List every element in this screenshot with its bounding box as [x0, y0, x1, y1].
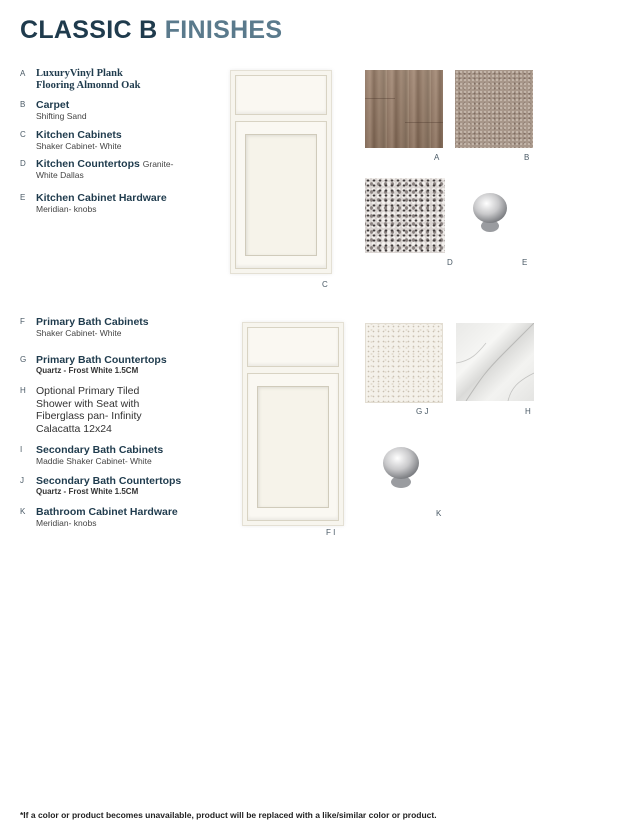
finish-item-k: [20, 506, 210, 528]
item-line: Fiberglass pan- Infinity: [36, 410, 142, 422]
finish-item-g: [20, 354, 210, 376]
item-desc: Quartz - Frost White 1.5CM: [36, 487, 139, 496]
item-name-inline: Granite-: [142, 159, 174, 169]
item-line: Shower with Seat with: [36, 397, 140, 410]
image-label-d: D: [447, 258, 453, 267]
item-line: Optional Primary Tiled: [36, 385, 140, 397]
image-label-a: A: [434, 153, 440, 162]
item-desc: Quartz - Frost White 1.5CM: [36, 366, 139, 375]
image-label-fi: F I: [326, 528, 336, 537]
cabinet-panel: [245, 134, 317, 256]
finish-item-d: [20, 158, 210, 180]
item-letter: E: [20, 193, 26, 202]
item-letter: J: [20, 476, 24, 485]
item-desc: White Dallas: [36, 170, 84, 180]
finish-item-f: [20, 316, 210, 338]
item-desc: Maddie Shaker Cabinet- White: [36, 456, 152, 466]
cabinet-panel: [257, 386, 329, 508]
item-letter: H: [20, 386, 26, 395]
item-name: Secondary Bath Cabinets: [36, 444, 164, 456]
item-name: Secondary Bath Countertops: [36, 475, 182, 487]
image-label-k: K: [436, 509, 442, 518]
finish-item-a: [20, 68, 210, 92]
item-name-line-1: LuxuryVinyl Plank: [36, 68, 123, 79]
finish-item-b: [20, 99, 210, 121]
footer-note: *If a color or product becomes unavailable, product will be replaced with a like/similar color or product.: [20, 810, 437, 820]
finish-item-h: [20, 385, 210, 435]
item-name-line-2: Flooring Almonnd Oak: [36, 80, 141, 91]
item-desc: Shaker Cabinet- White: [36, 141, 122, 151]
item-name: Kitchen Cabinets: [36, 129, 122, 141]
quartz-swatch: [365, 323, 443, 403]
item-letter: A: [20, 69, 26, 78]
cabinet-drawer: [247, 327, 339, 367]
granite-swatch: [365, 178, 445, 253]
vinyl-plank-swatch: [365, 70, 443, 148]
item-desc: Meridian- knobs: [36, 518, 97, 528]
item-letter: F: [20, 317, 25, 326]
finish-item-i: [20, 444, 210, 466]
image-label-c: C: [322, 280, 328, 289]
item-name: Kitchen Cabinet Hardware: [36, 192, 167, 204]
image-label-gj: G J: [416, 407, 429, 416]
image-label-b: B: [524, 153, 530, 162]
carpet-swatch: [455, 70, 533, 148]
bath-cabinet-image: [242, 322, 344, 526]
item-name: Carpet: [36, 99, 70, 111]
finish-item-c: [20, 129, 210, 151]
item-letter: G: [20, 355, 27, 364]
item-letter: K: [20, 507, 26, 516]
title-part-2: FINISHES: [164, 16, 283, 44]
kitchen-cabinet-image: [230, 70, 332, 274]
page-title: [20, 16, 282, 45]
item-desc: Shifting Sand: [36, 111, 87, 121]
item-letter: D: [20, 159, 26, 168]
item-desc: Shaker Cabinet- White: [36, 328, 122, 338]
item-letter: C: [20, 130, 26, 139]
cabinet-door: [235, 121, 327, 269]
item-desc: Meridian- knobs: [36, 204, 97, 214]
marble-tile-swatch: [456, 323, 534, 401]
item-letter: B: [20, 100, 26, 109]
item-name: Kitchen Countertops: [36, 158, 140, 170]
item-name: Primary Bath Countertops: [36, 354, 167, 366]
finish-item-e: [20, 192, 210, 214]
finish-item-j: [20, 475, 210, 497]
cabinet-drawer: [235, 75, 327, 115]
item-line: Calacatta 12x24: [36, 422, 112, 435]
title-part-1: CLASSIC B: [20, 16, 158, 44]
item-name: Bathroom Cabinet Hardware: [36, 506, 178, 518]
item-letter: I: [20, 445, 23, 454]
bath-knob-image: [378, 444, 424, 492]
cabinet-door: [247, 373, 339, 521]
image-label-e: E: [522, 258, 528, 267]
item-name: Primary Bath Cabinets: [36, 316, 149, 328]
image-label-h: H: [525, 407, 531, 416]
kitchen-knob-image: [468, 190, 512, 236]
